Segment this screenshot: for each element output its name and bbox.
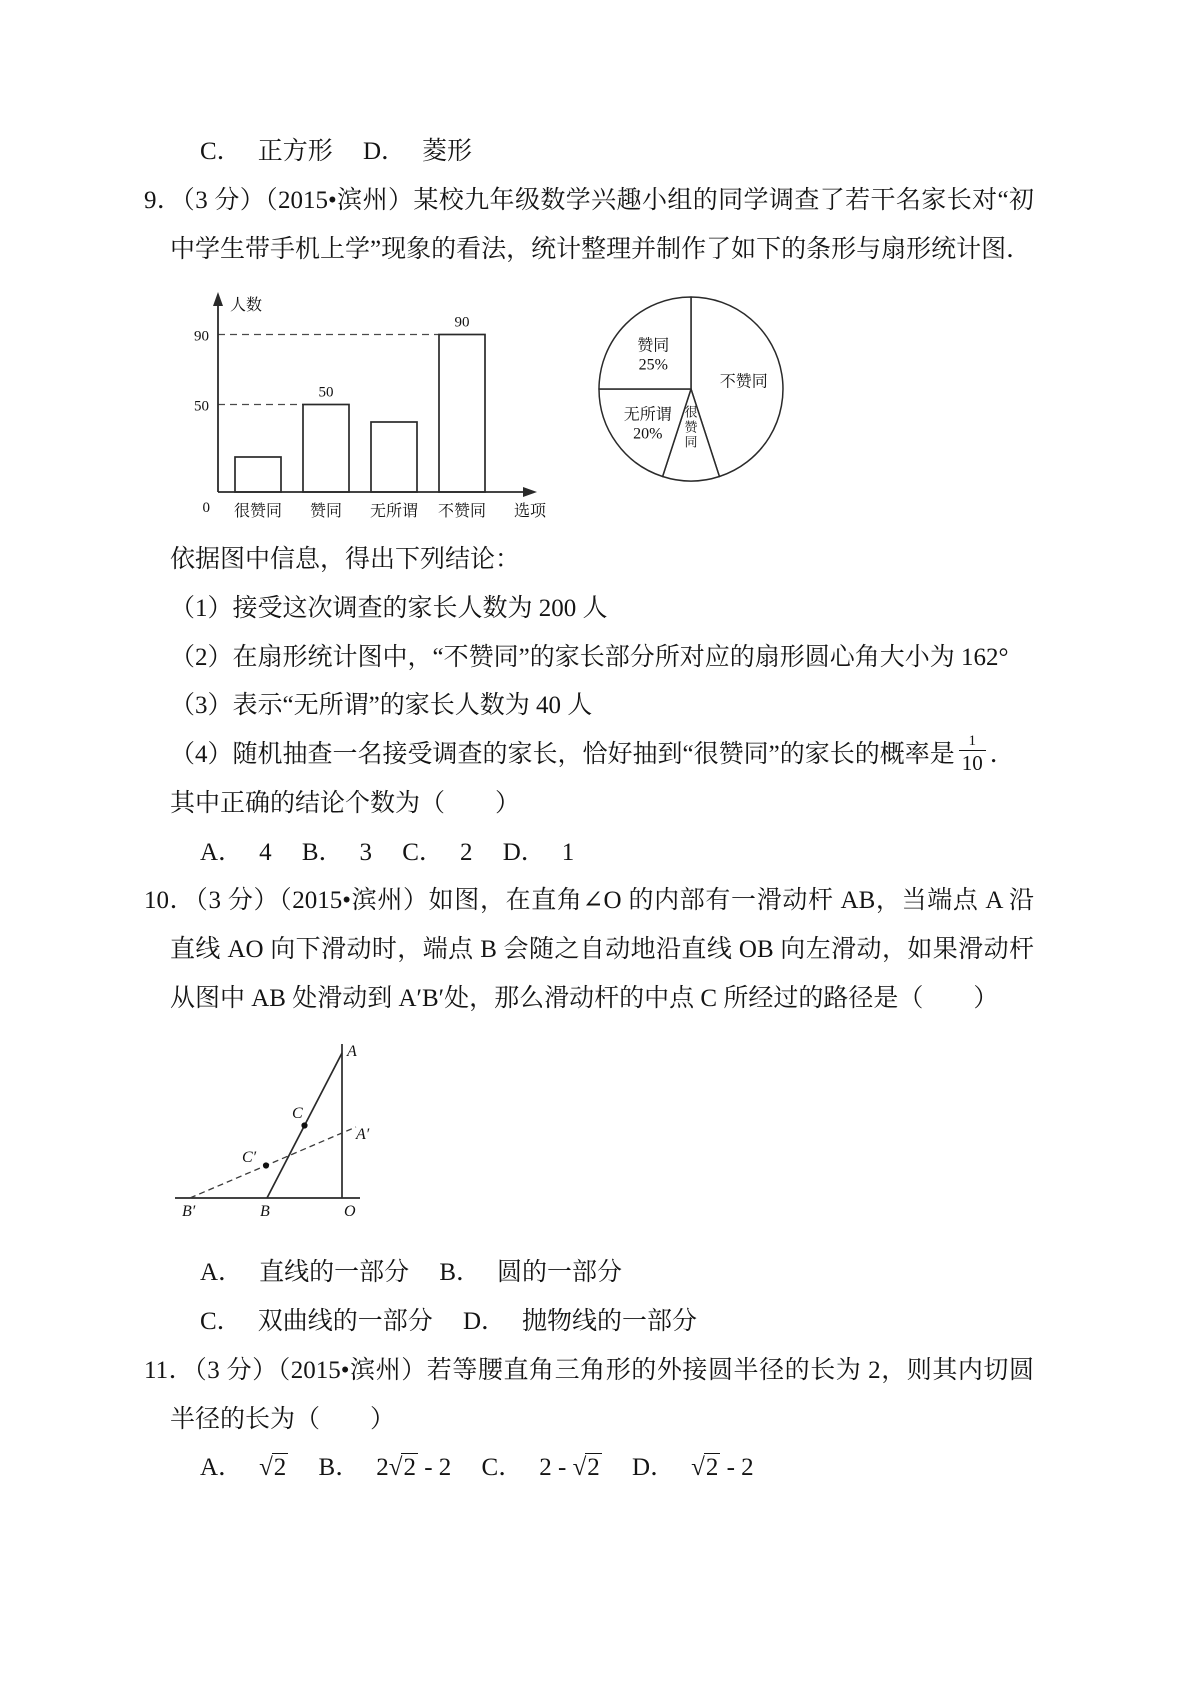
q9-option-b (302, 839, 372, 866)
q10-option-d (463, 1308, 697, 1335)
pie-label-不赞同: 不赞同 (719, 373, 768, 391)
pie-chart-wrap (586, 284, 796, 512)
radical (259, 1454, 288, 1481)
option-c-label: C． (200, 138, 242, 165)
q9-item-4-suffix: ． (989, 741, 1015, 768)
pie-chart (586, 284, 796, 494)
option-a-text: 4 (259, 838, 272, 866)
category-label: 赞同 (309, 503, 343, 520)
radicand: 2 (705, 1454, 719, 1482)
pie-label-很赞同: 赞 (684, 419, 698, 435)
fraction-denominator: 10 (959, 750, 986, 776)
bar-不赞同 (439, 335, 485, 493)
label-a: A (347, 1042, 357, 1060)
q9-option-d (503, 839, 575, 866)
option-b-label: B． (301, 838, 344, 866)
option-d-label: D． (362, 138, 407, 165)
radical-sign: √ (691, 1454, 705, 1482)
label-o: O (344, 1202, 356, 1220)
q10-geometry-figure (170, 1036, 402, 1226)
radical (691, 1454, 720, 1481)
bar-无所谓 (371, 422, 417, 492)
bar-value-label: 90 (454, 314, 470, 331)
q10-options-row2 (170, 1298, 1034, 1347)
q9-item-4-text: （4）随机抽查一名接受调查的家长，恰好抽到“很赞同”的家长的概率是 (170, 741, 955, 768)
radicand: 2 (587, 1454, 600, 1482)
q11-option-d (632, 1454, 754, 1481)
option-d-label: D． (462, 1308, 507, 1335)
x-axis-arrow-icon (523, 487, 537, 497)
label-c-prime: C′ (242, 1148, 257, 1166)
option-c-text: 2 (459, 838, 473, 866)
y-axis-arrow-icon (213, 292, 223, 306)
option-d-post: - 2 (720, 1454, 754, 1482)
q9-statistics-figure (172, 284, 1034, 528)
q8-options-line (170, 128, 1034, 177)
bar-chart (172, 288, 572, 528)
option-d-text: 1 (561, 838, 575, 866)
option-d-text: 菱形 (422, 138, 473, 165)
q8-option-d (363, 138, 472, 165)
q8-option-c (200, 138, 333, 165)
pie-pct-label: 25% (638, 356, 668, 374)
option-c-text: 正方形 (257, 138, 333, 165)
q11-stem: 11．（3 分）（2015•滨州）若等腰直角三角形的外接圆半径的长为 2，则其内切圆半径的长为（ ） (144, 1356, 1034, 1433)
option-d-label: D． (502, 838, 546, 866)
label-a-prime: A′ (356, 1125, 370, 1143)
option-b-text: 3 (359, 838, 372, 866)
q9-item-1: （1）接受这次调查的家长人数为 200 人 (170, 594, 608, 622)
option-b-post: - 2 (417, 1454, 452, 1482)
q9-item-2: （2）在扇形统计图中，“不赞同”的家长部分所对应的扇形圆心角大小为 162° (170, 643, 1009, 671)
category-label: 无所谓 (369, 503, 419, 520)
radical-sign: √ (388, 1454, 403, 1482)
option-a-text: 直线的一部分 (259, 1259, 410, 1287)
q11-option-c (482, 1454, 602, 1481)
y-tick-50: 50 (194, 398, 209, 415)
x-axis-title: 选项 (513, 503, 547, 520)
bar-value-label: 50 (318, 384, 334, 401)
pie-pct-label: 20% (633, 425, 663, 443)
q10-options-row1 (170, 1249, 1034, 1298)
q10-figure-wrap (170, 1036, 1034, 1244)
option-c-text: 双曲线的一部分 (257, 1308, 433, 1335)
radical-sign: √ (259, 1454, 273, 1482)
radical-sign: √ (572, 1454, 587, 1482)
y-tick-90: 90 (194, 328, 209, 345)
q9-item-4 (170, 731, 1034, 780)
option-c-label: C． (200, 1308, 242, 1335)
option-a-label: A． (200, 1454, 244, 1482)
option-c-pre: 2 - (539, 1454, 573, 1482)
midpoint-c-prime-dot (263, 1162, 269, 1168)
q9-option-a (200, 839, 272, 866)
y-tick-0: 0 (202, 500, 210, 516)
option-b-text: 圆的一部分 (497, 1259, 623, 1287)
option-a-label: A． (200, 838, 244, 866)
bar-赞同 (303, 405, 349, 493)
option-a-label: A． (200, 1259, 244, 1287)
radicand: 2 (273, 1454, 287, 1482)
category-label: 很赞同 (233, 503, 283, 520)
option-b-label: B． (439, 1259, 482, 1287)
q9-item-3: （3）表示“无所谓”的家长人数为 40 人 (170, 692, 593, 720)
q10-stem: 10．（3 分）（2015•滨州）如图，在直角∠O 的内部有一滑动杆 AB，当端点 A 沿直线 AO 向下滑动时，端点 B 会随之自动地沿直线 OB 向左滑动，如果滑动杆从图中 AB 处滑动到 A′B′处，那么滑动杆的中点 C 所经过的路径是（ ） (144, 887, 1034, 1012)
q9-options (170, 829, 1034, 878)
q9-stem: 9．（3 分）（2015•滨州）某校九年级数学兴趣小组的同学调查了若干名家长对“初中学生带手机上学”现象的看法，统计整理并制作了如下的条形与扇形统计图． (144, 186, 1034, 263)
option-c-label: C． (402, 838, 444, 866)
label-b-prime: B′ (182, 1202, 196, 1220)
q9-conclusion-intro: 依据图中信息，得出下列结论： (170, 546, 521, 573)
pie-label-赞同: 赞同 (637, 337, 670, 355)
pie-label-无所谓: 无所谓 (623, 406, 672, 424)
q9-option-c (402, 839, 472, 866)
label-b: B (260, 1202, 270, 1220)
fraction-one-tenth (959, 732, 986, 776)
radical (389, 1454, 418, 1481)
pie-label-很赞同: 很 (684, 404, 698, 420)
fraction-numerator: 1 (968, 733, 976, 750)
midpoint-c-dot (301, 1122, 307, 1128)
q11-options (170, 1444, 1034, 1493)
y-axis-title: 人数 (230, 297, 263, 314)
q10-option-c (200, 1308, 433, 1335)
pie-label-很赞同: 同 (684, 434, 698, 450)
bar-很赞同 (235, 457, 281, 492)
category-label: 不赞同 (437, 503, 487, 520)
option-c-label: C． (481, 1454, 524, 1482)
option-d-text: 抛物线的一部分 (522, 1308, 698, 1335)
radicand: 2 (403, 1454, 416, 1482)
option-d-label: D． (632, 1454, 676, 1482)
option-b-label: B． (318, 1454, 361, 1482)
q10-option-a (200, 1259, 409, 1286)
radical (573, 1454, 602, 1481)
q10-option-b (439, 1259, 622, 1286)
q9-question: 其中正确的结论个数为（ ） (170, 789, 521, 817)
option-b-pre: 2 (376, 1454, 389, 1482)
q11-option-b (319, 1454, 452, 1481)
label-c: C (292, 1104, 303, 1122)
q11-option-a (200, 1454, 288, 1481)
